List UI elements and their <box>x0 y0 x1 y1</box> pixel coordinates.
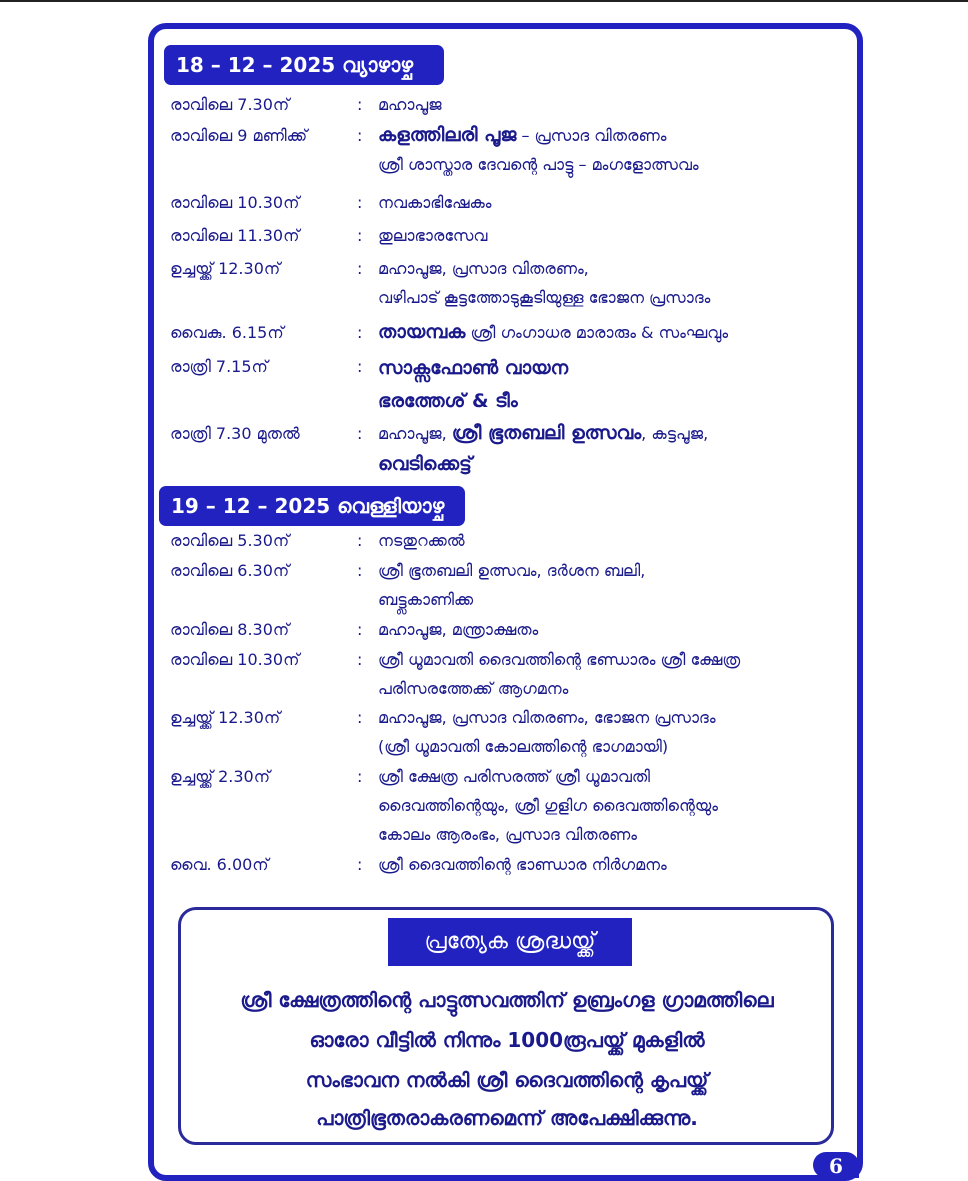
day1-date-header: 18 – 12 – 2025 വ്യാഴാഴ്ച <box>164 45 444 85</box>
row-colon: : <box>357 357 363 376</box>
row-time: രാവിലെ 9 മണിക്ക് <box>170 126 308 145</box>
row-desc: നവകാഭിഷേകം <box>378 193 492 212</box>
row-desc: മഹാപൂജ <box>378 95 442 114</box>
row-colon: : <box>357 561 363 580</box>
row-time: വൈ. 6.00ന് <box>170 855 269 874</box>
row-colon: : <box>357 95 363 114</box>
row-colon: : <box>357 531 363 550</box>
row-time: വൈകു. 6.15ന് <box>170 323 284 342</box>
notice-line: സംഭാവന നൽകി ശ്രീ ദൈവത്തിന്റെ കൃപയ്ക്ക് <box>305 1068 709 1092</box>
row-time: രാവിലെ 7.30ന് <box>170 95 290 114</box>
row-desc: മഹാപൂജ, പ്രസാദ വിതരണം, ഭോജന പ്രസാദം (ശ്രീ ധൂമാവതി കോലത്തിന്റെ ഭാഗമായി) <box>378 708 716 756</box>
page-number: 6 <box>813 1152 859 1178</box>
row-desc: ശ്രീ ഭൂതബലി ഉത്സവം, ദർശന ബലി, ബട്ട്ലകാണിക്ക <box>378 561 646 609</box>
row-desc: ശ്രീ ദൈവത്തിന്റെ ഭാണ്ഡാര നിർഗമനം <box>378 855 667 874</box>
row-desc: ശ്രീ ധൂമാവതി ദൈവത്തിന്റെ ഭണ്ഡാരം ശ്രീ ക്ഷേത്ര പരിസരത്തേക്ക് ആഗമനം <box>378 650 741 698</box>
row-desc: തുലാഭാരസേവ <box>378 226 488 245</box>
row-colon: : <box>357 767 363 786</box>
row-desc: മഹാപൂജ, മന്ത്രാക്ഷതം <box>378 620 539 639</box>
row-desc: നടതുറക്കൽ <box>378 531 465 550</box>
row-desc: മഹാപൂജ, പ്രസാദ വിതരണം, വഴിപാട് കൂട്ടത്തോടുകൂടിയുള്ള ഭോജന പ്രസാദം <box>378 259 711 307</box>
row-time: രാവിലെ 10.30ന് <box>170 650 300 669</box>
row-time: രാത്രി 7.30 മുതൽ <box>170 424 300 443</box>
row-time: രാവിലെ 6.30ന് <box>170 561 290 580</box>
row-time: ഉച്ചയ്ക്ക് 12.30ന് <box>170 708 281 727</box>
row-colon: : <box>357 855 363 874</box>
row-colon: : <box>357 620 363 639</box>
row-colon: : <box>357 226 363 245</box>
row-colon: : <box>357 193 363 212</box>
notice-line: ഓരോ വീട്ടിൽ നിന്നും 1000രൂപയ്ക്ക് മുകളിൽ <box>309 1028 705 1052</box>
row-colon: : <box>357 323 363 342</box>
row-desc: ശ്രീ ക്ഷേത്ര പരിസരത്ത് ശ്രീ ധൂമാവതി ദൈവത്തിന്റെയും, ശ്രീ ഗുളിഗ ദൈവത്തിന്റെയും കോലം ആരംഭം, പ്രസാദ വിതരണം <box>378 767 718 844</box>
top-rule <box>0 0 968 2</box>
row-time: രാവിലെ 11.30ന് <box>170 226 300 245</box>
row-highlight: തായമ്പക <box>378 321 466 343</box>
notice-line: ശ്രീ ക്ഷേത്രത്തിന്റെ പാട്ടുത്സവത്തിന് ഉബ്രംഗള ഗ്രാമത്തിലെ <box>240 988 774 1012</box>
row-time: രാത്രി 7.15ന് <box>170 357 268 376</box>
row-time: രാവിലെ 5.30ന് <box>170 531 290 550</box>
row-desc: തായമ്പക ശ്രീ ഗംഗാധര മാരാരും & സംഘവും <box>378 321 729 343</box>
row-colon: : <box>357 126 363 145</box>
row-colon: : <box>357 708 363 727</box>
row-colon: : <box>357 424 363 443</box>
row-desc: കളത്തിലരി പൂജ – പ്രസാദ വിതരണം ശ്രീ ശാസ്താര ദേവന്റെ പാട്ടു – മംഗളോത്സവം <box>378 124 699 174</box>
row-time: രാവിലെ 8.30ന് <box>170 620 290 639</box>
row-colon: : <box>357 650 363 669</box>
row-time: രാവിലെ 10.30ന് <box>170 193 300 212</box>
row-time: ഉച്ചയ്ക്ക് 2.30ന് <box>170 767 270 786</box>
row-desc: സാക്സഫോൺ വായന ഭരത്തേശ് & ടീം <box>378 357 569 412</box>
row-colon: : <box>357 259 363 278</box>
notice-line: പാത്രിഭൂതരാകരണമെന്ന് അപേക്ഷിക്കുന്നു. <box>316 1106 698 1130</box>
row-time: ഉച്ചയ്ക്ക് 12.30ന് <box>170 259 281 278</box>
row-highlight: കളത്തിലരി പൂജ <box>378 124 517 146</box>
notice-title: പ്രത്യേക ശ്രദ്ധയ്ക്ക് <box>388 918 632 966</box>
day2-date-header: 19 – 12 – 2025 വെള്ളിയാഴ്ച <box>159 486 465 526</box>
row-desc: മഹാപൂജ, ശ്രീ ഭൂതബലി ഉത്സവം, കട്ടപൂജ, വെടിക്കെട്ട് <box>378 422 709 475</box>
